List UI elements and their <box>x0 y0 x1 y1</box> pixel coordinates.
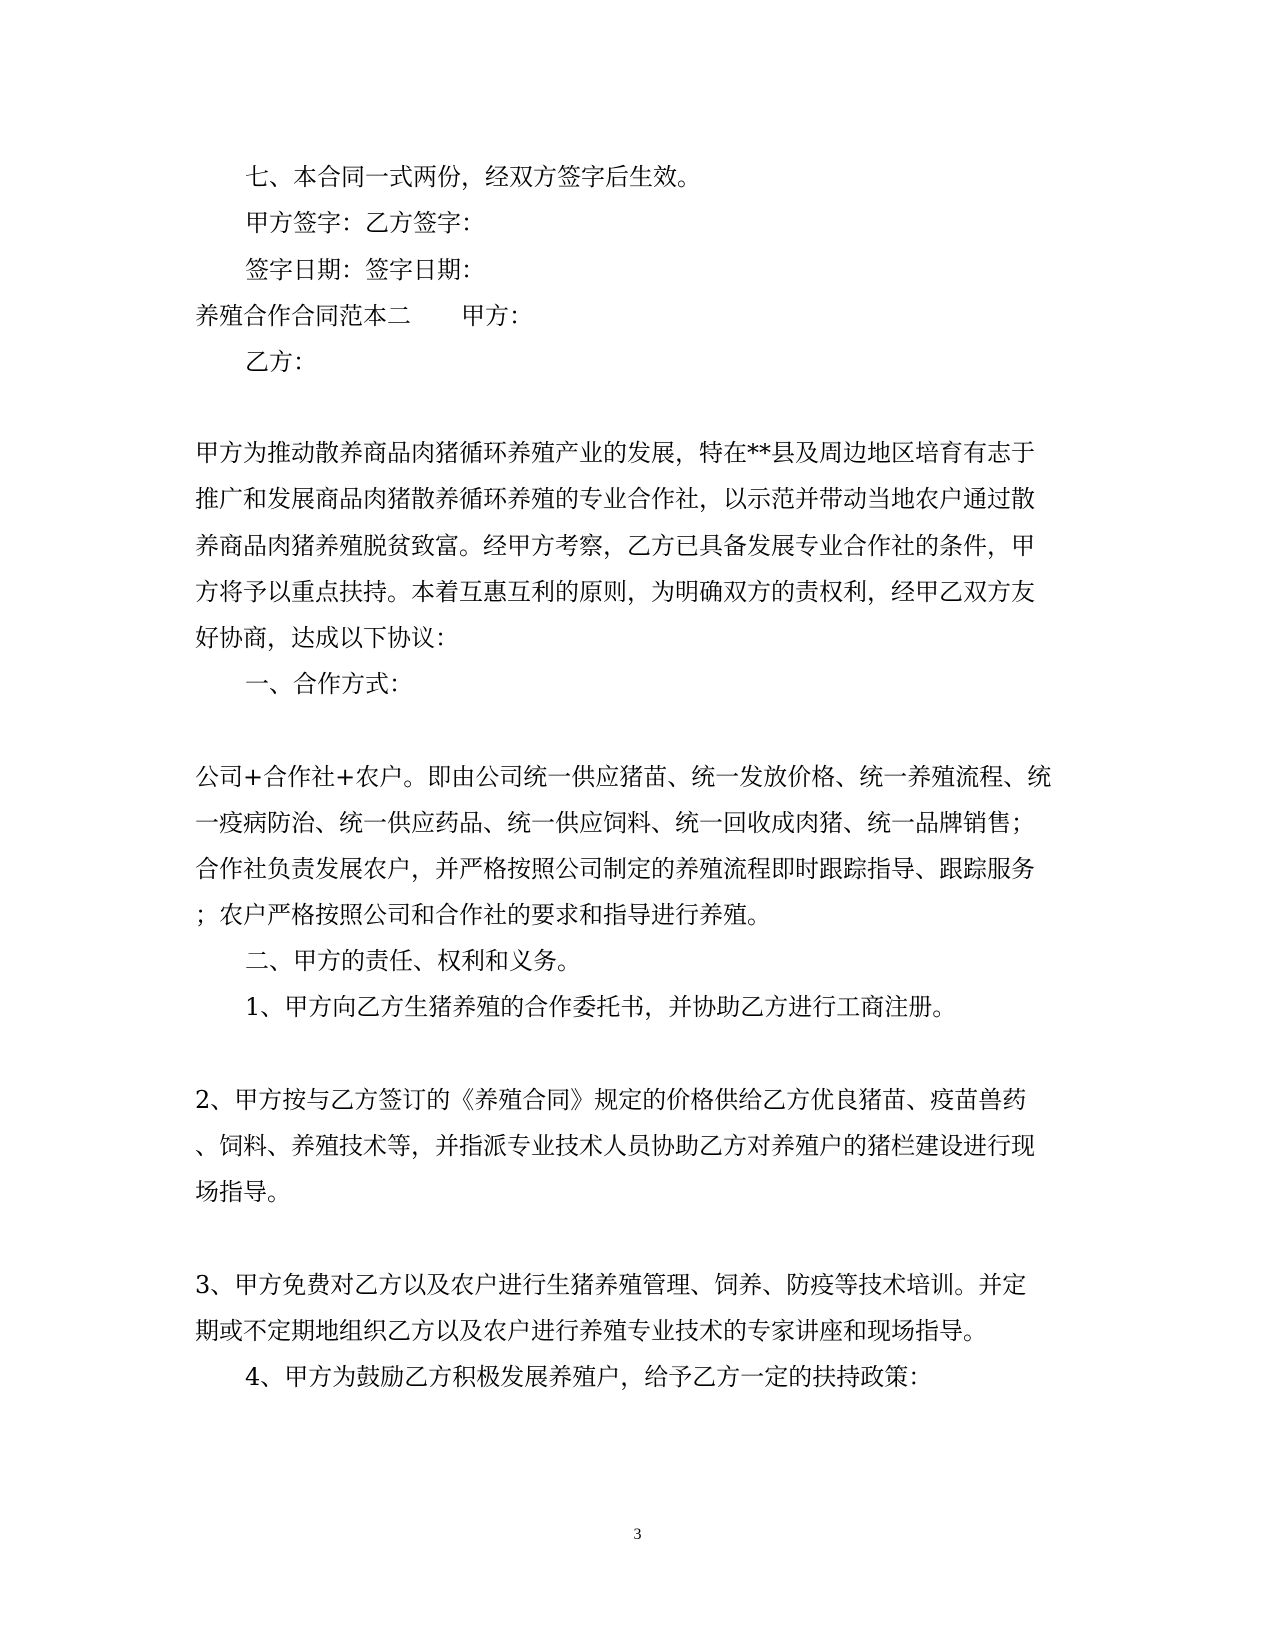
cooperation-line: 一疫病防治、统一供应药品、统一供应饲料、统一回收成肉猪、统一品牌销售； <box>195 809 1035 837</box>
clause-seven: 七、本合同一式两份，经双方签字后生效。 <box>245 163 701 191</box>
signature-line: 甲方签字：乙方签字： <box>245 209 485 237</box>
section-cooperation-heading: 一、合作方式： <box>245 670 413 698</box>
duty-item-2-line: 2、甲方按与乙方签订的《养殖合同》规定的价格供给乙方优良猪苗、疫苗兽药 <box>195 1086 1027 1114</box>
duty-item-3-line: 期或不定期地组织乙方以及农户进行养殖专业技术的专家讲座和现场指导。 <box>195 1317 987 1345</box>
cooperation-line: ；农户严格按照公司和合作社的要求和指导进行养殖。 <box>195 901 771 929</box>
duty-item-2-line: 、饲料、养殖技术等，并指派专业技术人员协助乙方对养殖户的猪栏建设进行现 <box>195 1132 1035 1160</box>
party-b-label: 乙方： <box>245 348 317 376</box>
duty-item-4: 4、甲方为鼓励乙方积极发展养殖户，给予乙方一定的扶持政策： <box>245 1363 933 1391</box>
contract-heading-row <box>195 301 533 331</box>
intro-line: 方将予以重点扶持。本着互惠互利的原则，为明确双方的责权利，经甲乙双方友 <box>195 578 1035 606</box>
party-a-label: 甲方： <box>461 302 533 330</box>
duty-item-3-line: 3、甲方免费对乙方以及农户进行生猪养殖管理、饲养、防疫等技术培训。并定 <box>195 1271 1027 1299</box>
intro-line: 好协商，达成以下协议： <box>195 624 459 652</box>
cooperation-line: 合作社负责发展农户，并严格按照公司制定的养殖流程即时跟踪指导、跟踪服务 <box>195 855 1035 883</box>
intro-line: 推广和发展商品肉猪散养循环养殖的专业合作社，以示范并带动当地农户通过散 <box>195 485 1035 513</box>
intro-line: 养商品肉猪养殖脱贫致富。经甲方考察，乙方已具备发展专业合作社的条件，甲 <box>195 532 1035 560</box>
intro-line: 甲方为推动散养商品肉猪循环养殖产业的发展，特在**县及周边地区培育有志于 <box>195 439 1035 467</box>
duty-item-1: 1、甲方向乙方生猪养殖的合作委托书，并协助乙方进行工商注册。 <box>245 993 957 1021</box>
section-party-a-duties-heading: 二、甲方的责任、权利和义务。 <box>245 947 581 975</box>
page-number: 3 <box>633 1526 642 1543</box>
cooperation-line: 公司+合作社+农户。即由公司统一供应猪苗、统一发放价格、统一养殖流程、统 <box>195 763 1052 791</box>
signature-date-line: 签字日期：签字日期： <box>245 256 485 284</box>
duty-item-2-line: 场指导。 <box>195 1178 291 1206</box>
contract-title: 养殖合作合同范本二 <box>195 302 411 330</box>
